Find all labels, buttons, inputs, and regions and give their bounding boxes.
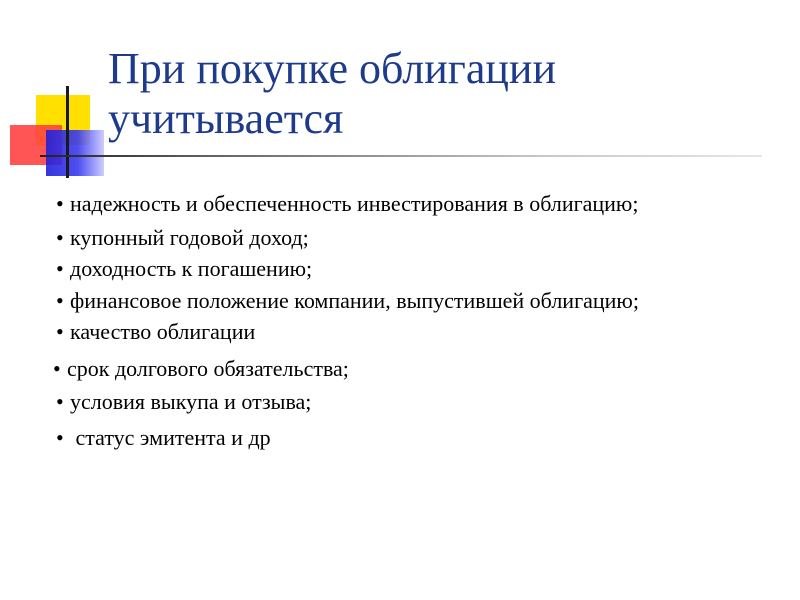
bullet-text: срок долгового обязательства; — [67, 356, 349, 381]
bullet-dot-icon: • — [56, 288, 64, 313]
bullet-item — [53, 356, 349, 382]
bullet-dot-icon: • — [56, 256, 64, 281]
bullet-text: финансовое положение компании, выпустившей облигацию; — [70, 288, 639, 313]
slide-title-line-2: учитывается — [108, 94, 344, 143]
logo-vertical-line — [66, 86, 69, 178]
bullet-item — [56, 288, 639, 314]
bullet-text: условия выкупа и отзыва; — [70, 389, 312, 414]
bullet-dot-icon: • — [56, 389, 64, 414]
bullet-dot-icon: • — [56, 425, 64, 450]
bullet-item — [56, 319, 255, 345]
bullet-text: доходность к погашению; — [70, 256, 313, 281]
logo-blue-square — [46, 130, 104, 176]
slide-title-line-1: При покупке облигации — [108, 44, 556, 93]
bullet-item — [56, 425, 271, 451]
slide-title — [108, 44, 748, 144]
bullet-dot-icon: • — [56, 225, 64, 250]
bullet-item — [56, 256, 312, 282]
bullet-dot-icon: • — [56, 191, 64, 216]
bullet-dot-icon: • — [53, 356, 61, 381]
bullet-item — [56, 225, 309, 251]
bullet-item — [56, 389, 311, 415]
bullet-text: купонный годовой доход; — [70, 225, 309, 250]
bullet-dot-icon: • — [56, 319, 64, 344]
bullet-text: качество облигации — [70, 319, 256, 344]
bullet-text: надежность и обеспеченность инвестирования в облигацию; — [70, 191, 639, 216]
bullet-text: статус эмитента и др — [70, 425, 271, 450]
title-underline — [40, 155, 762, 157]
bullet-item — [56, 191, 638, 217]
